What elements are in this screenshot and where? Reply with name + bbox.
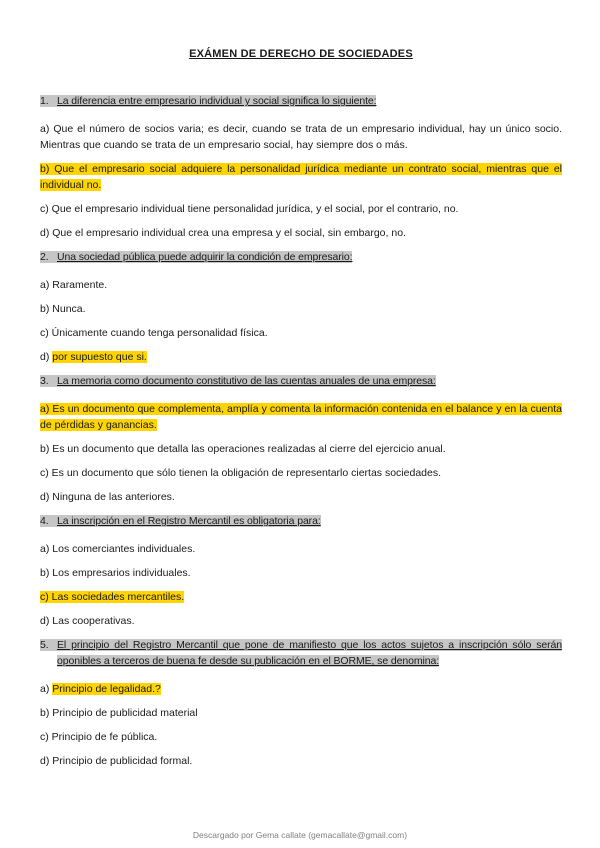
answer-option-content (40, 731, 157, 743)
answer-option (40, 201, 562, 217)
question-header-highlight (40, 515, 321, 527)
question-header (40, 93, 562, 109)
option-text: Principio de legalidad.? (52, 683, 161, 695)
question-text: La inscripción en el Registro Mercantil es obligatoria para: (57, 515, 321, 527)
answer-option (40, 401, 562, 433)
options-list (40, 681, 562, 769)
options-list (40, 401, 562, 505)
answer-option-content (40, 403, 562, 431)
option-text: Que el empresario individual tiene personalidad jurídica, y el social, por el contrario, no. (51, 203, 459, 215)
option-text: Que el empresario individual crea una empresa y el social, sin embargo, no. (52, 227, 406, 239)
option-label: d) (40, 227, 50, 239)
options-list (40, 541, 562, 629)
question-block (40, 513, 562, 629)
option-text: Los comerciantes individuales. (52, 543, 196, 555)
question-header-highlight (40, 95, 376, 107)
option-text: Los empresarios individuales. (52, 567, 191, 579)
answer-option (40, 441, 562, 457)
answer-option-content (40, 755, 192, 767)
option-text: Que el número de socios varia; es decir, cuando se trata de un empresario individual, hay un único socio. Mientras que cuando se trata de un empresario social, hay siempre dos o más. (40, 123, 563, 151)
answer-option (40, 565, 562, 581)
answer-option (40, 681, 562, 697)
option-label: d) (40, 755, 50, 767)
answer-option-content (40, 203, 458, 215)
answer-option-content (40, 279, 107, 291)
option-text: Nunca. (52, 303, 86, 315)
question-header (40, 249, 562, 265)
option-text: Las sociedades mercantiles. (51, 591, 185, 603)
question-header-highlight (40, 375, 436, 387)
question-text: La memoria como documento constitutivo de las cuentas anuales de una empresa: (57, 375, 436, 387)
answer-option-content (40, 615, 135, 627)
answer-option (40, 301, 562, 317)
option-label: c) (40, 467, 49, 479)
answer-option (40, 729, 562, 745)
answer-option (40, 277, 562, 293)
question-number: 5. (40, 639, 49, 651)
answer-option-content (40, 491, 175, 503)
option-text: Ninguna de las anteriores. (52, 491, 175, 503)
question-block (40, 93, 562, 241)
option-text: Es un documento que detalla las operaciones realizadas al cierre del ejercicio anual. (52, 443, 446, 455)
option-label: b) (40, 443, 50, 455)
option-text: Principio de fe pública. (51, 731, 158, 743)
answer-option-content (40, 567, 191, 579)
option-text: Principio de publicidad formal. (52, 755, 193, 767)
question-number: 4. (40, 515, 49, 527)
answer-option-content (40, 303, 86, 315)
option-label: a) (40, 123, 50, 135)
option-label: a) (40, 403, 50, 415)
question-block (40, 249, 562, 365)
answer-option (40, 613, 562, 629)
question-header (40, 373, 562, 389)
option-label: b) (40, 567, 50, 579)
option-label: a) (40, 683, 50, 695)
answer-option-content (40, 707, 198, 719)
answer-option-content (40, 443, 446, 455)
option-label: d) (40, 351, 50, 363)
answer-option-content (40, 123, 562, 151)
questions-container (40, 93, 562, 769)
option-label: d) (40, 615, 50, 627)
question-header-highlight (40, 639, 562, 667)
option-text: Raramente. (52, 279, 108, 291)
page-title: EXÁMEN DE DERECHO DE SOCIEDADES (189, 48, 413, 60)
question-text: La diferencia entre empresario individual y social significa lo siguiente: (57, 95, 377, 107)
answer-option-content (40, 327, 268, 339)
question-text: Una sociedad pública puede adquirir la condición de empresario: (57, 251, 353, 263)
answer-option-content (40, 351, 147, 363)
answer-option-content (40, 543, 195, 555)
option-label: c) (40, 591, 49, 603)
answer-option-content (40, 591, 184, 603)
answer-option (40, 705, 562, 721)
answer-option (40, 465, 562, 481)
answer-option (40, 589, 562, 605)
answer-option-content (40, 467, 441, 479)
question-block (40, 637, 562, 769)
option-label: d) (40, 491, 50, 503)
answer-option (40, 121, 562, 153)
answer-option (40, 489, 562, 505)
option-text: Que el empresario social adquiere la personalidad jurídica mediante un contrato social, mientras que el individual no. (40, 163, 562, 191)
option-label: b) (40, 163, 50, 175)
answer-option-content (40, 227, 406, 239)
question-number: 2. (40, 251, 49, 263)
answer-option-content (40, 683, 161, 695)
option-label: a) (40, 279, 50, 291)
answer-option (40, 753, 562, 769)
option-text: Únicamente cuando tenga personalidad física. (51, 327, 268, 339)
question-number: 1. (40, 95, 49, 107)
answer-option (40, 161, 562, 193)
option-label: b) (40, 707, 50, 719)
question-header-highlight (40, 251, 352, 263)
option-text: por supuesto que si. (52, 351, 147, 363)
options-list (40, 277, 562, 365)
option-label: b) (40, 303, 50, 315)
question-header (40, 513, 562, 529)
answer-option (40, 225, 562, 241)
options-list (40, 121, 562, 241)
answer-option (40, 541, 562, 557)
option-text: Principio de publicidad material (52, 707, 198, 719)
option-label: c) (40, 203, 49, 215)
option-text: Es un documento que complementa, amplía y comenta la información contenida en el balance y en la cuenta de pérdidas y ganancias. (40, 403, 562, 431)
answer-option-content (40, 163, 562, 191)
option-text: Es un documento que sólo tienen la obligación de representarlo ciertas sociedades. (51, 467, 442, 479)
question-number: 3. (40, 375, 49, 387)
answer-option (40, 349, 562, 365)
option-text: Las cooperativas. (52, 615, 135, 627)
question-text: El principio del Registro Mercantil que pone de manifiesto que los actos sujetos a inscripción sólo serán oponibles a terceros de buena fe desde su publicación en el BORME, se denomina: (57, 639, 562, 667)
option-label: a) (40, 543, 50, 555)
option-label: c) (40, 327, 49, 339)
answer-option (40, 325, 562, 341)
footer-watermark: Descargado por Gema callate (gemacallate@gmail.com) (192, 830, 408, 840)
option-label: c) (40, 731, 49, 743)
question-header (40, 637, 562, 669)
question-block (40, 373, 562, 505)
